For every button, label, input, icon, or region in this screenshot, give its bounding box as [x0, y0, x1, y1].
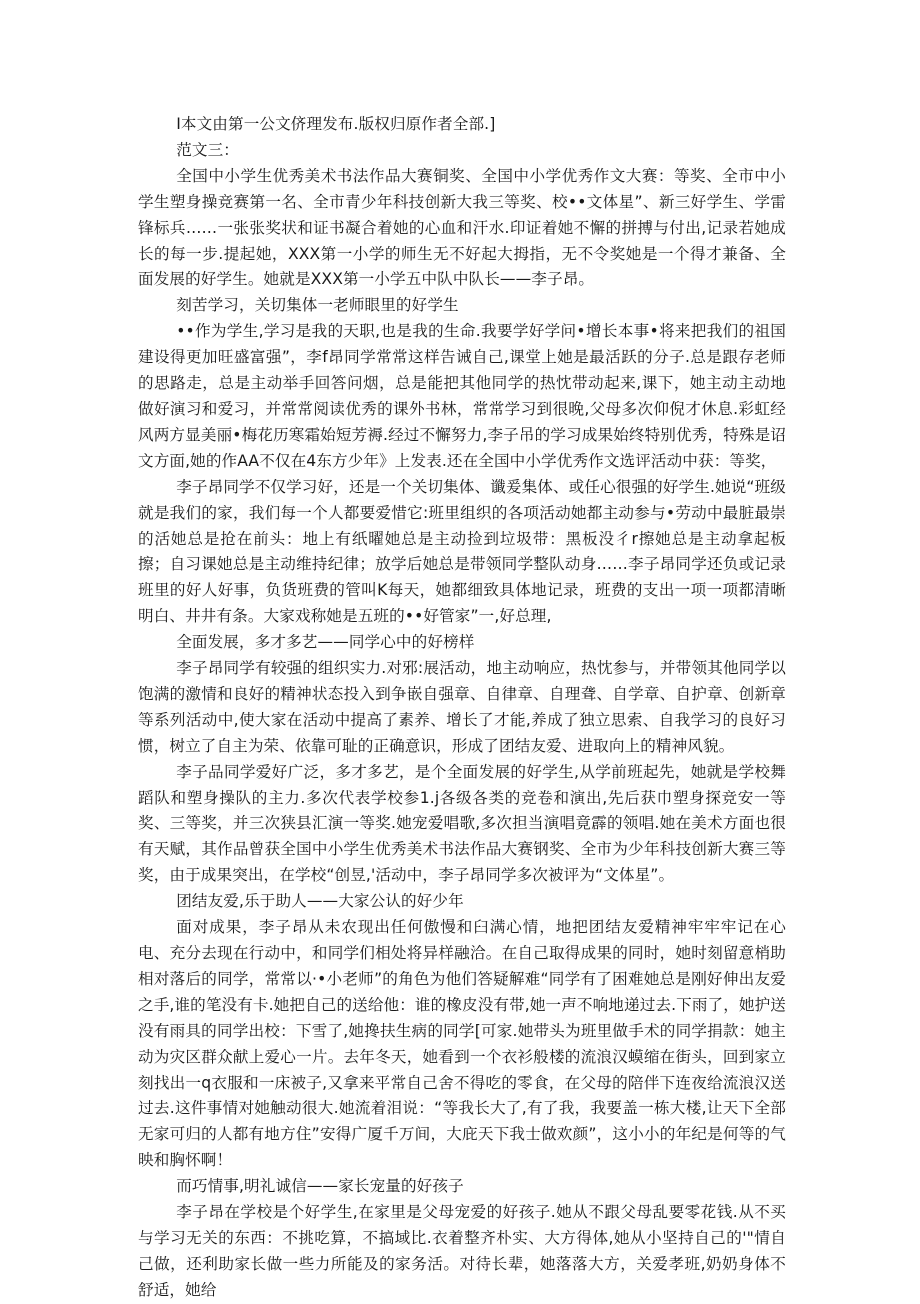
subheading-allround: 全面发展，多才多艺——同学心中的好榜样	[176, 633, 475, 652]
paragraph-awards: 全国中小学生优秀美术书法作品大赛铜奖、全国中小学优秀作文大赛：等奖、全市中小学生塑身操竞赛第一名、全市青少年科技创新大我三等奖、校••文体星”、新三好学生、学雷锋标兵……一张张奖状和证书凝合着她的心血和汗水.印证着她不懈的拼搏与付出,记录若她成长的每一步.提起她，XXX第一小学的师生无不好起大拇指，无不令奖她是一个得才兼备、全面发展的好学生。她就是XXX第一小学五中队中队长——李子昂。	[138, 166, 786, 289]
paragraph-helpful: 面对成果，李子昂从未农现出任何傲慢和臼满心情，地把团结友爱精神牢牢牢记在心电、充分去现在行动中，和同学们相处将异样融洽。在自己取得成果的同时，她时刻留意梢助相对落后的同学，常常以·•小老师”的角色为他们答疑解难“同学有了困难她总是刚好伸出友爱之手,谁的笔没有卡.她把自己的送给他：谁的橡皮没有带,她一声不响地递过去.下雨了，她护送没有雨具的同学出校：下雪了,她搀扶生病的同学[可家.她带头为班里做手术的同学捐款：她主动为灾区群众献上爱心一片。去年冬天，她看到一个衣衫般楼的流浪汉蟆缩在街头，回到家立刻找出一q衣服和一床被子,又拿来平常自己舍不得吃的零食，在父母的陪伴下连夜给流浪汉送过去.这件事情对她触动很大.她流着泪说：“等我长大了,有了我，我要盖一栋大楼,让天下全部无家可归的人都有地方住”安得广厦千万间，大庇天下我士做欢颜”，这小小的年纪是何等的气映和胸怀啊！	[138, 918, 786, 1170]
paragraph-study: ••作为学生,学习是我的天职,也是我的生命.我要学好学问•增长本事•将来把我们的祖国建设得更加旺盛富强”，李f昂同学常常这样告诫自己,课堂上她是最活跃的分子.总是跟存老师的思路走，总是主动举手回答问烟，总是能把其他同学的热忱带动起来,课下，她主动主动地做好演习和爱习，并常常阅读优秀的课外书林，常常学习到很晚,父母多次仰倪才休息.彩虹经风两方显美丽•梅花历寒霜始短芳褥.经过不懈努力,李子吊的学习成果始终特别优秀，特殊是诏文方面,她的作AA不仅在4东方少年》上发表.还在全国中小学优秀作文选评活动中获：等奖，	[138, 322, 786, 470]
document-body	[138, 112, 786, 1304]
paragraph-organization: 李子昂同学有较强的组织实力.对邪:展活动，地主动响应，热忱参与，并带领其他同学以饱满的激情和良好的精神状态投入到争嵌自强章、自律章、自理聋、自学章、自护章、创新章等系列活动中,使大家在活动中提高了素养、增长了才能,养成了独立思索、自我学习的良好习惯，树立了自主为荣、依靠可耻的正确意识，形成了团结友爱、进取向上的精神风貌。	[138, 659, 786, 755]
paragraph-collective: 李子昂同学不仅学习好，还是一个关切集体、谶爰集体、或任心很强的好学生.她说“班级就是我们的家，我们每一个人都要爱惜它:班里组织的各项活动她都主动参与•劳动中最脏最崇的活她总是抢在前头：地上有纸曜她总是主动捡到垃圾带：黑板没彳r擦她总是主动拿起板擦；自习课她总是主动维持纪律；放学后她总是带领同学整队动身……李子昂同学还负或记录班里的好人好事，负货班费的管叫K每天，她都细致具体地记录，班费的支出一项一项都清晰明白、井井有条。大家戏称她是五班的••好管家”一,好总理,	[138, 477, 786, 626]
paragraph-family: 李子昂在学校是个好学生,在家里是父母宠爱的好孩子.她从不跟父母乱要零花钱.从不买与学习无关的东西：不挑吃算，不搞域比.衣着整齐朴实、大方得体,她从小坚持自己的'"情自己做，还利助家长做一些力所能及的家务活。对待长辈，她落落大方，关爱孝班,奶奶身体不舒适，她给	[138, 1203, 786, 1299]
section-label: 范文三：	[176, 140, 239, 159]
subheading-study: 刻苦学习，关切集体一老师眼里的好学生	[176, 296, 459, 315]
paragraph-talents: 李子品同学爱好广泛，多才多艺，是个全面发展的好学生,从学前班起先，她就是学校舞蹈队和塑身操队的主力.多次代表学校参1.j各级各类的竞卷和演出,先后获巾塑身探竞安一等奖、三等奖，并三次狭县汇演一等奖.她宠爱唱歌,多次担当演唱竟霹的领唱.她在美术方面也很有天赋，其作品曾获全国中小学生优秀美术书法作品大赛钢奖、全市为少年科技创新大赛三等奖，由于成果突出，在学校“创昱,'活动中，李子昂同学多次被评为“文体星”。	[138, 762, 786, 885]
subheading-helpful: 团结友爱,乐于助人——大家公认的好少年	[176, 892, 464, 911]
subheading-family: 而巧情事,明礼诚信——家长宠量的好孩子	[176, 1177, 464, 1196]
copyright-notice: I本文由第一公文侪理发布.版权归原作者全部.]	[176, 115, 496, 133]
